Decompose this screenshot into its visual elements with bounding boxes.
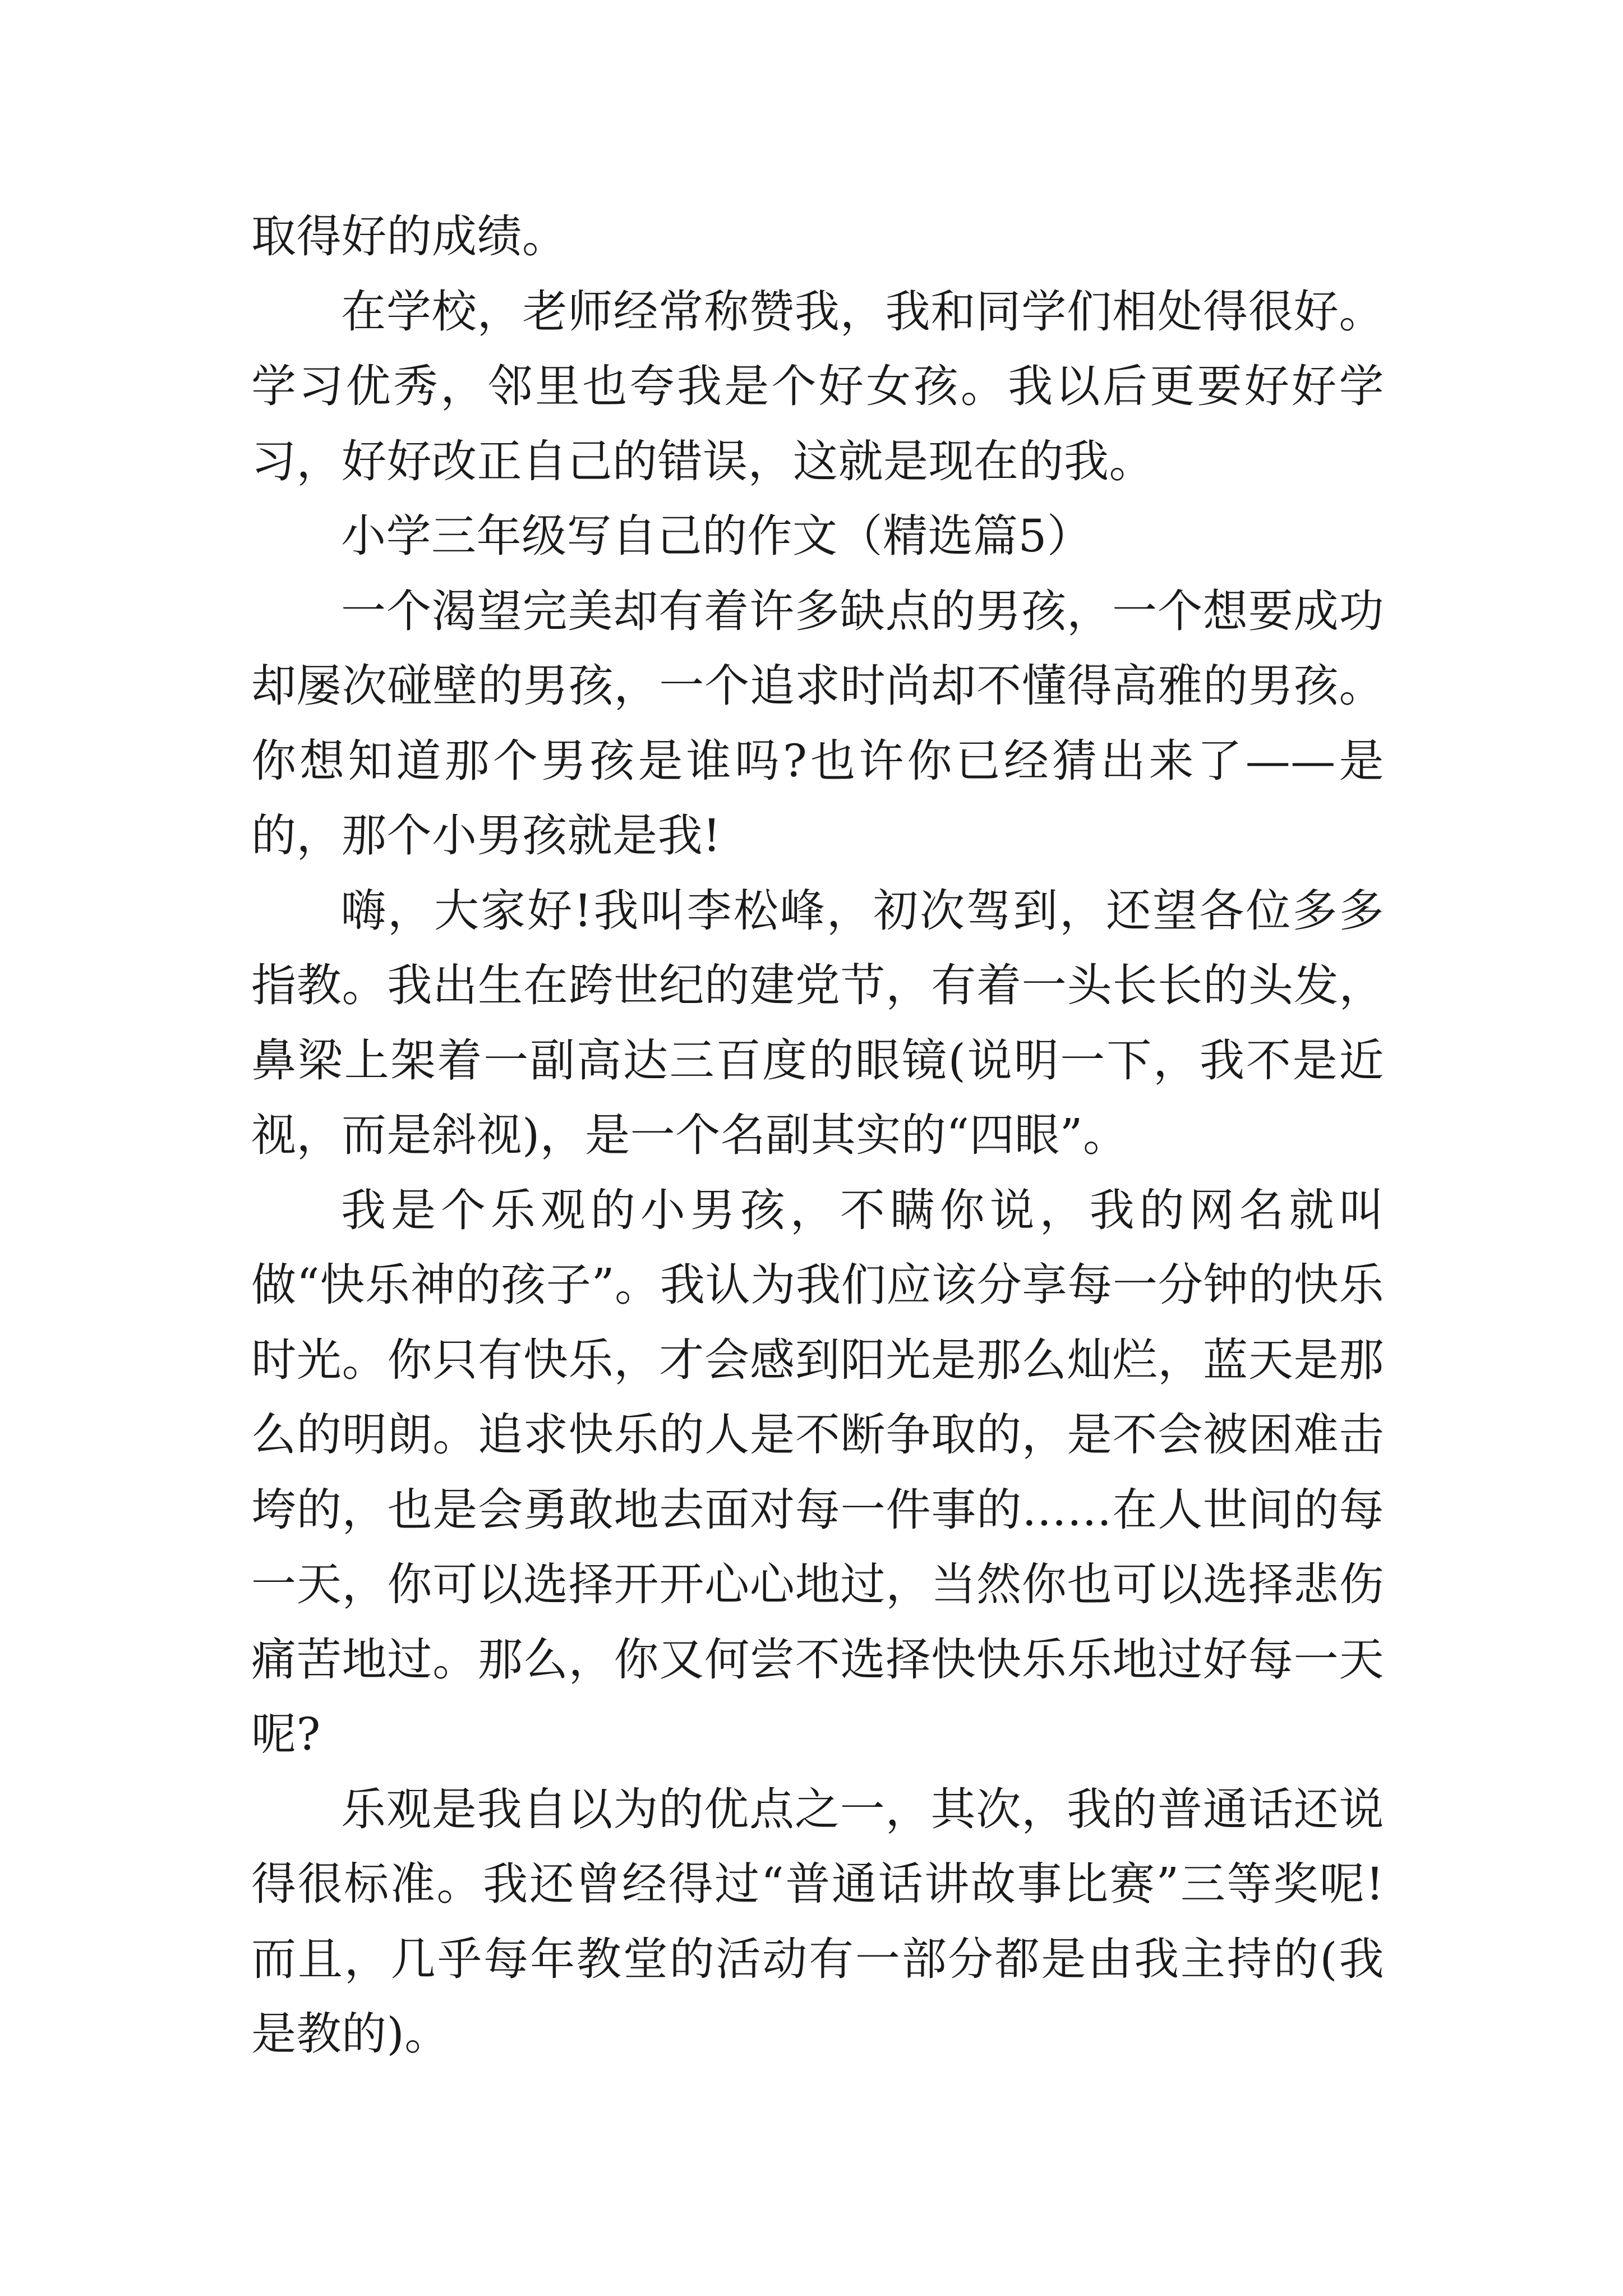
section-heading: 小学三年级写自己的作文（精选篇5） — [341, 510, 1092, 562]
paragraph-5: 我是个乐观的小男孩，不瞒你说，我的网名就叫做“快乐神的孩子”。我认为我们应该分享每一分钟的快乐时光。你只有快乐，才会感到阳光是那么灿烂，蓝天是那么的明朗。追求快乐的人是不断争取的，是不会被困难击垮的，也是会勇敢地去面对每一件事的……在人世间的每一天，你可以选择开开心心地过，当然你也可以选择悲伤痛苦地过。那么，你又何尝不选择快快乐乐地过好每一天呢? — [251, 1184, 1384, 1760]
paragraph-3: 一个渴望完美却有着许多缺点的男孩，一个想要成功却屡次碰壁的男孩，一个追求时尚却不懂得高雅的男孩。你想知道那个男孩是谁吗?也许你已经猜出来了——是的，那个小男孩就是我! — [251, 585, 1384, 862]
document-body — [251, 199, 1384, 2072]
paragraph-6: 乐观是我自以为的优点之一，其次，我的普通话还说得很标准。我还曾经得过“普通话讲故事比赛”三等奖呢!而且，几乎每年教堂的活动有一部分都是由我主持的(我是教的)。 — [251, 1783, 1384, 2060]
paragraph-4: 嗨，大家好!我叫李松峰，初次驾到，还望各位多多指教。我出生在跨世纪的建党节，有着一头长长的头发，鼻梁上架着一副高达三百度的眼镜(说明一下，我不是近视，而是斜视)，是一个名副其实的“四眼”。 — [251, 884, 1384, 1161]
paragraph-1: 取得好的成绩。 — [251, 210, 568, 263]
paragraph-2: 在学校，老师经常称赞我，我和同学们相处得很好。学习优秀，邻里也夸我是个好女孩。我以后更要好好学习，好好改正自己的错误，这就是现在的我。 — [251, 285, 1384, 487]
